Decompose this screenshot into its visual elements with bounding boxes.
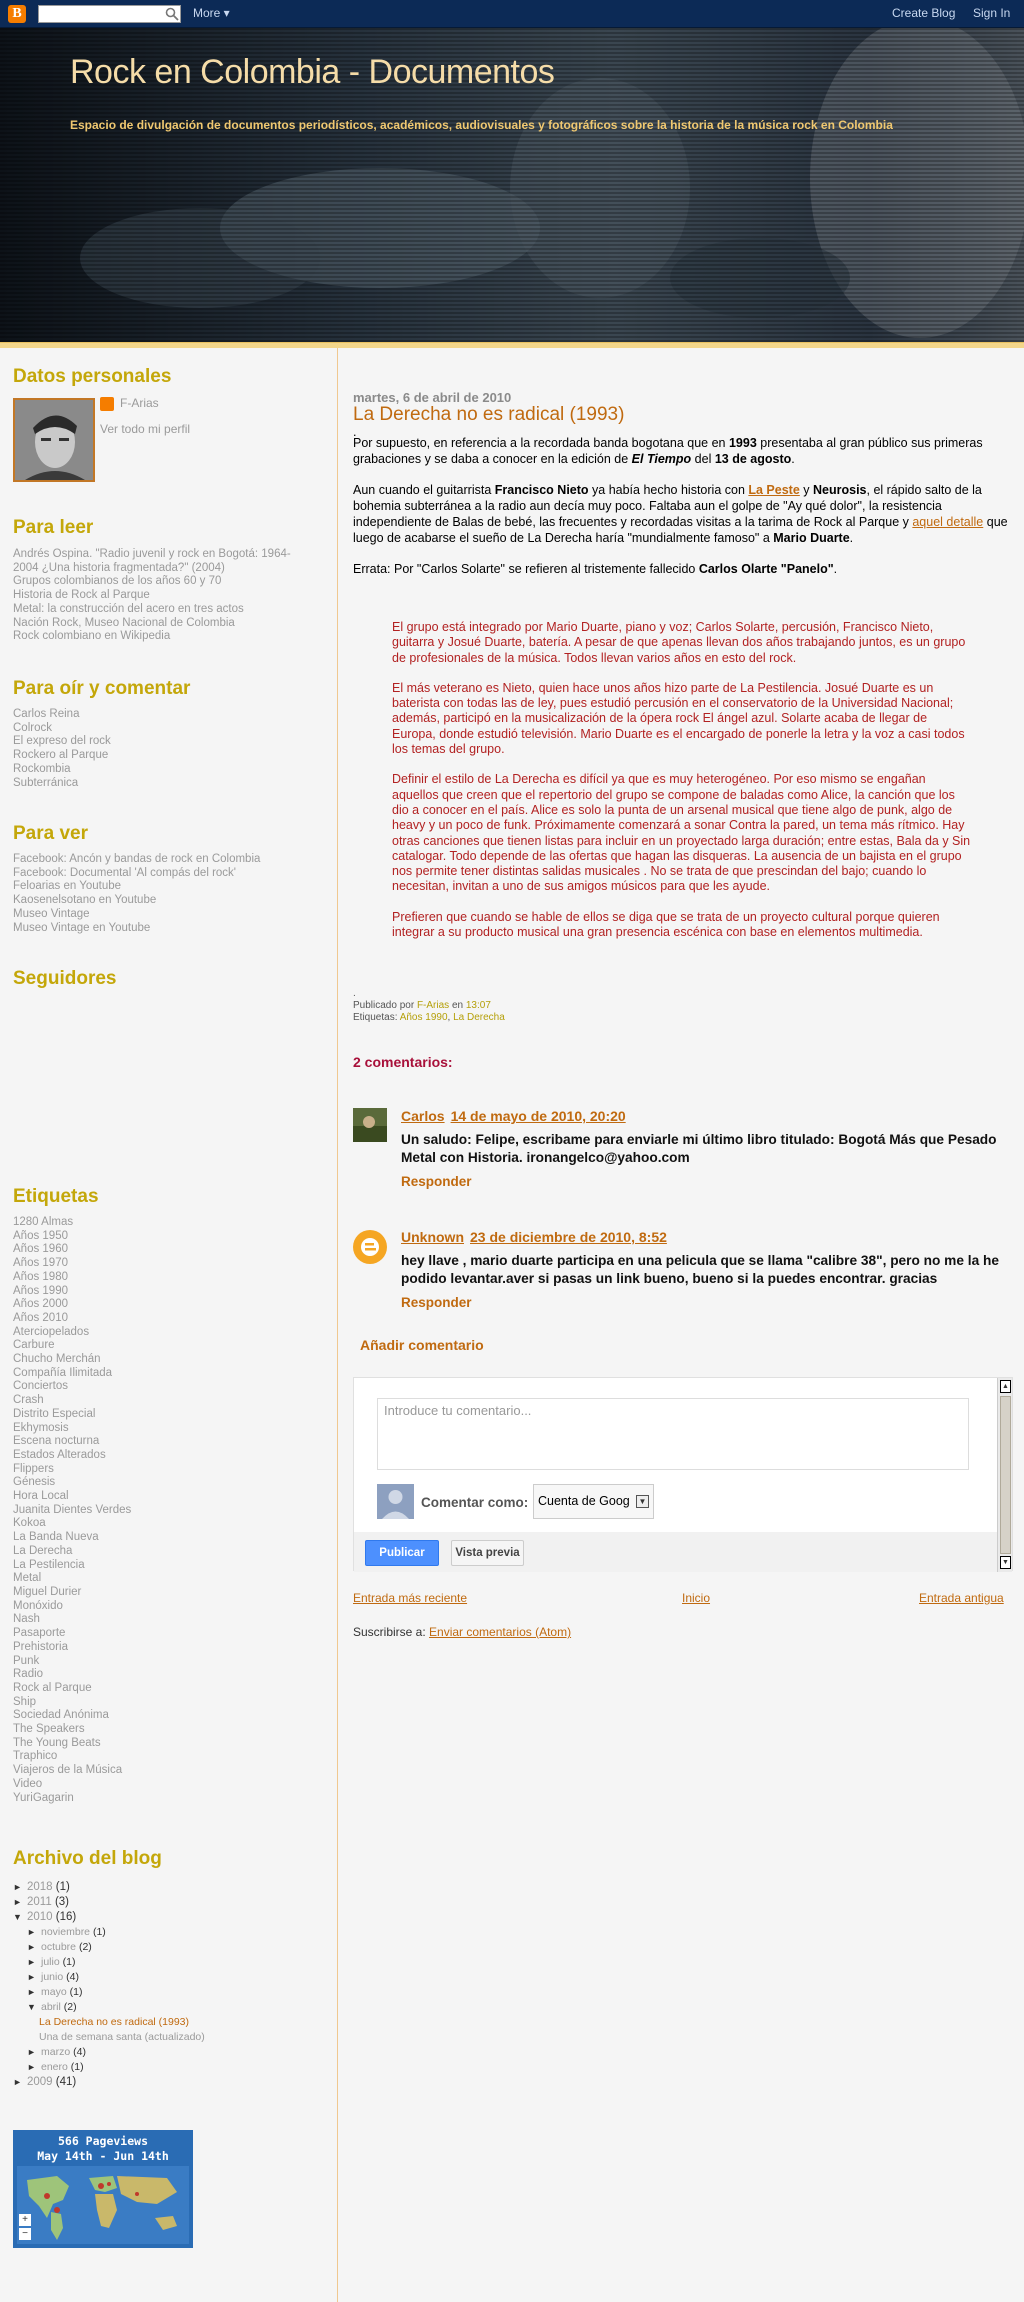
expand-arrow-icon[interactable]: ► xyxy=(13,2077,22,2087)
tag-item xyxy=(13,1517,131,1531)
tag-item xyxy=(13,1641,131,1655)
post-paragraph: Aun cuando el guitarrista Francisco Nieto ya había hecho historia con La Peste y Neurosis, el rápido salto de la bohemia subterránea a la radio aun decía muy poco. Faltaba aun el golpe de "Ay qué dolor", la resistencia independiente de Balas de bebé, las frecuentes y recordadas visitas a la tarima de Rock al Parque y aquel detalle que luego de acabarse el sueño de La Derecha haría "mundialmente famoso" a Mario Duarte. xyxy=(353,483,1008,545)
tag-link[interactable]: Prehistoria xyxy=(13,1640,68,1653)
comment-body: Un saludo: Felipe, escribame para enviarle mi último libro titulado: Bogotá Más que Pesado Metal con Historia. ironangelco@yahoo.com xyxy=(401,1132,997,1165)
tag-link[interactable]: Punk xyxy=(13,1654,40,1667)
tag-link[interactable]: Video xyxy=(13,1777,43,1790)
tag-link[interactable]: Metal xyxy=(13,1572,42,1585)
tag-item xyxy=(13,1394,131,1408)
tag-link[interactable]: Años 1980 xyxy=(13,1270,68,1283)
para-leer-list xyxy=(13,548,291,644)
profile-portrait-icon xyxy=(15,400,93,480)
tag-link[interactable]: Escena nocturna xyxy=(13,1435,100,1448)
tag-item xyxy=(13,1476,131,1490)
blogger-logo-icon[interactable]: B xyxy=(8,5,26,23)
etiquetas-list xyxy=(13,1216,131,1805)
etiquetas-heading: Etiquetas xyxy=(13,1186,99,1207)
scroll-up-icon[interactable]: ▲ xyxy=(1000,1380,1011,1393)
archive-month[interactable]: mayo xyxy=(41,1986,67,1998)
collapse-arrow-icon[interactable]: ▼ xyxy=(27,2002,36,2012)
tag-item xyxy=(13,1737,131,1751)
tag-link[interactable]: Años 1950 xyxy=(13,1229,68,1242)
link-item[interactable]: 2004 ¿Una historia fragmentada?" (2004) xyxy=(13,561,225,574)
link-item[interactable]: Colrock xyxy=(13,721,52,734)
archive-count: (2) xyxy=(78,1941,92,1953)
add-comment-link[interactable]: Añadir comentario xyxy=(360,1337,484,1353)
tag-link[interactable]: Miguel Durier xyxy=(13,1585,82,1598)
pageviews-widget[interactable] xyxy=(13,2130,193,2248)
more-menu-button[interactable]: More ▾ xyxy=(193,6,230,20)
tag-item xyxy=(13,1408,131,1422)
tag-link[interactable]: Distrito Especial xyxy=(13,1407,96,1420)
tag-link[interactable]: Hora Local xyxy=(13,1490,69,1503)
archive-count: (3) xyxy=(54,1896,69,1908)
atom-feed-link[interactable]: Enviar comentarios (Atom) xyxy=(429,1625,572,1639)
sign-in-link[interactable]: Sign In xyxy=(973,6,1011,20)
archivo-heading: Archivo del blog xyxy=(13,1848,162,1869)
archive-year[interactable]: 2009 xyxy=(27,2076,53,2088)
tag-item xyxy=(13,1559,131,1573)
footer-dot: . xyxy=(353,988,356,999)
blog-title[interactable]: Rock en Colombia - Documentos xyxy=(70,53,555,91)
label-link[interactable]: La Derecha xyxy=(453,1012,505,1023)
profile-name-link[interactable]: F-Arias xyxy=(120,396,159,410)
comment-form-scrollbar[interactable] xyxy=(997,1378,1012,1572)
link-item[interactable]: Feloarias en Youtube xyxy=(13,880,122,893)
newer-post-link[interactable]: Entrada más reciente xyxy=(353,1591,468,1605)
link-item[interactable]: Carlos Reina xyxy=(13,708,80,720)
archive-month[interactable]: junio xyxy=(41,1971,64,1983)
tag-item xyxy=(13,1435,131,1449)
tag-link[interactable]: La Pestilencia xyxy=(13,1558,85,1571)
archive-count: (41) xyxy=(55,2076,77,2088)
archive-month[interactable]: enero xyxy=(41,2061,68,2073)
tag-link[interactable]: 1280 Almas xyxy=(13,1216,74,1228)
post-paragraph: Por supuesto, en referencia a la recordada banda bogotana que en 1993 presentaba al gran público sus primeras grabaciones y se daba a conocer en la edición de El Tiempo del 13 de agosto. xyxy=(353,436,983,466)
blog-archive xyxy=(13,1880,313,2090)
tag-item xyxy=(13,1668,131,1682)
tag-link[interactable]: La Banda Nueva xyxy=(13,1531,99,1544)
link-item[interactable]: Nación Rock, Museo Nacional de Colombia xyxy=(13,616,235,629)
tag-link[interactable]: Ekhymosis xyxy=(13,1421,69,1434)
tag-link[interactable]: Años 1990 xyxy=(13,1284,68,1297)
older-post-link[interactable]: Entrada antigua xyxy=(919,1591,1004,1605)
subscribe-line: Suscribirse a: Enviar comentarios (Atom) xyxy=(353,1625,572,1639)
tag-item xyxy=(13,1449,131,1463)
publish-button[interactable]: Publicar xyxy=(365,1540,439,1566)
scroll-down-icon[interactable]: ▼ xyxy=(1000,1556,1011,1569)
tag-item xyxy=(13,1463,131,1477)
tag-item xyxy=(13,1586,131,1600)
tag-link[interactable]: Ship xyxy=(13,1695,37,1708)
archive-post[interactable]: Una de semana santa (actualizado) xyxy=(39,2031,205,2043)
tag-link[interactable]: La Derecha xyxy=(13,1544,73,1557)
tag-link[interactable]: YuriGagarin xyxy=(13,1791,74,1804)
para-oir-heading: Para oír y comentar xyxy=(13,678,191,699)
pageviews-title xyxy=(13,2134,193,2164)
sidebar xyxy=(0,348,338,2302)
reply-link[interactable]: Responder xyxy=(401,1174,472,1189)
expand-arrow-icon[interactable]: ► xyxy=(13,1882,22,1892)
archive-month[interactable]: noviembre xyxy=(41,1926,91,1938)
archive-year[interactable]: 2018 xyxy=(27,1881,53,1893)
archive-count: (4) xyxy=(73,2046,86,2058)
link-item[interactable]: Facebook: Ancón y bandas de rock en Colombia xyxy=(13,853,261,865)
expand-arrow-icon[interactable]: ► xyxy=(13,1897,22,1907)
tag-item xyxy=(13,1353,131,1367)
link-item[interactable]: Historia de Rock al Parque xyxy=(13,589,150,602)
archive-month[interactable]: abril xyxy=(41,2001,61,2013)
post-footer: . Publicado por F-Arias en 13:07 Etiquetas: Años 1990, La Derecha xyxy=(353,988,505,1023)
seguidores-heading: Seguidores xyxy=(13,968,117,989)
tag-item xyxy=(13,1339,131,1353)
link-item[interactable]: Museo Vintage en Youtube xyxy=(13,921,151,934)
comment-author-link[interactable]: Unknown xyxy=(401,1229,464,1245)
expand-arrow-icon[interactable]: ► xyxy=(27,2062,36,2072)
comment-body: hey llave , mario duarte participa en una pelicula que se llama "calibre 38", pero no me la he podido levantar.aver si pasas un link bueno, bueno si la puedes encontrar. gracias xyxy=(401,1253,999,1286)
search-input[interactable] xyxy=(38,5,181,23)
tag-item xyxy=(13,1696,131,1710)
post-time-link[interactable]: 13:07 xyxy=(465,1000,491,1011)
archive-count: (1) xyxy=(55,1881,70,1893)
expand-arrow-icon[interactable]: ► xyxy=(27,1927,36,1937)
post-date: martes, 6 de abril de 2010 xyxy=(353,390,512,405)
tag-item xyxy=(13,1380,131,1394)
tag-item xyxy=(13,1572,131,1586)
blog-header xyxy=(0,28,1024,342)
tag-item xyxy=(13,1545,131,1559)
preview-button[interactable]: Vista previa xyxy=(451,1540,524,1566)
tag-item xyxy=(13,1243,131,1257)
tag-link[interactable]: Años 2000 xyxy=(13,1298,68,1311)
link-item[interactable]: Subterránica xyxy=(13,776,79,789)
la-peste-link[interactable]: La Peste xyxy=(748,483,800,498)
tag-item xyxy=(13,1600,131,1614)
expand-arrow-icon[interactable]: ► xyxy=(27,1942,36,1952)
tag-link[interactable]: Pasaporte xyxy=(13,1627,66,1640)
quote-paragraph: Definir el estilo de La Derecha es difícil ya que es muy heterogéneo. Por eso mismo se engañan aquellos que creen que el repertorio del grupo se compone de baladas como Alice, la canción que los dio a conocer en el país. Alice es solo la punta de un arsenal musical que tiene algo de punk, algo de heavy y un poco de funk. Próximamente comenzará a sonar Contra la pared, un tema más rítmico. Hay otras canciones que tienen listas para incluir en un proyectado larga duración; entre estas, Bala da y Sin catalogar. Todo depende de las ofertas que hagan las disqueras. La ausencia de un bajista en el grupo nos permite tener distintas salidas musicales . No se trata de que prescindan del bajo; cuando lo necesitan, invitan a uno de sus amigos músicos para que les ayude. xyxy=(392,772,971,894)
commenter-avatar[interactable] xyxy=(353,1108,387,1142)
expand-arrow-icon[interactable]: ► xyxy=(27,2047,36,2057)
home-link[interactable]: Inicio xyxy=(682,1591,711,1605)
tag-item xyxy=(13,1490,131,1504)
comment-author-link[interactable]: Carlos xyxy=(401,1108,445,1124)
tag-link[interactable]: Estados Alterados xyxy=(13,1448,106,1461)
archive-count: (4) xyxy=(66,1971,79,1983)
post-quote xyxy=(392,620,974,955)
expand-arrow-icon[interactable]: ► xyxy=(27,1987,36,1997)
tag-link[interactable]: The Young Beats xyxy=(13,1736,101,1749)
blogger-profile-icon xyxy=(100,397,114,411)
archive-count: (1) xyxy=(62,1956,76,1968)
tag-link[interactable]: Conciertos xyxy=(13,1380,68,1393)
archive-year[interactable]: 2010 xyxy=(27,1911,53,1923)
tag-link[interactable]: Traphico xyxy=(13,1750,58,1763)
comment-textarea[interactable]: Introduce tu comentario... xyxy=(377,1398,969,1470)
chevron-down-icon[interactable]: ▼ xyxy=(636,1495,649,1508)
para-oir-list xyxy=(13,708,111,790)
tag-item xyxy=(13,1298,131,1312)
world-map-icon xyxy=(17,2166,189,2244)
tag-item xyxy=(13,1792,131,1806)
tag-link[interactable]: Génesis xyxy=(13,1476,56,1489)
tag-link[interactable]: Crash xyxy=(13,1394,44,1407)
profile-heading: Datos personales xyxy=(13,366,172,387)
comment-author xyxy=(401,1229,667,1245)
tag-link[interactable]: Radio xyxy=(13,1668,44,1681)
label-link[interactable]: Años 1990 xyxy=(399,1012,448,1023)
tag-link[interactable]: Carbure xyxy=(13,1339,55,1352)
tag-link[interactable]: Aterciopelados xyxy=(13,1325,90,1338)
collapse-arrow-icon[interactable]: ▼ xyxy=(13,1912,22,1922)
tag-item xyxy=(13,1682,131,1696)
link-item[interactable]: Kaosenelsotano en Youtube xyxy=(13,894,157,907)
tag-link[interactable]: Rock al Parque xyxy=(13,1681,92,1694)
pageviews-count: 566 Pageviews xyxy=(57,2134,148,2148)
account-select[interactable]: Cuenta de Goog xyxy=(533,1484,654,1519)
tag-link[interactable]: Monóxido xyxy=(13,1599,63,1612)
tag-link[interactable]: Flippers xyxy=(13,1462,54,1475)
link-item[interactable]: Rockero al Parque xyxy=(13,749,109,762)
comment-form xyxy=(353,1377,1013,1571)
tag-item xyxy=(13,1750,131,1764)
expand-arrow-icon[interactable]: ► xyxy=(27,1972,36,1982)
create-blog-link[interactable]: Create Blog xyxy=(892,6,956,20)
tag-item xyxy=(13,1326,131,1340)
para-ver-list xyxy=(13,853,260,935)
errata-paragraph: Errata: Por "Carlos Solarte" se refieren al tristemente fallecido Carlos Olarte "Panelo". xyxy=(353,562,838,577)
archive-count: (1) xyxy=(69,1986,83,1998)
archive-month[interactable]: octubre xyxy=(41,1941,77,1953)
tag-item xyxy=(13,1613,131,1627)
link-item[interactable]: Rockombia xyxy=(13,762,71,775)
link-item[interactable]: El expreso del rock xyxy=(13,735,111,748)
link-item[interactable]: Andrés Ospina. "Radio juvenil y rock en Bogotá: 1964- xyxy=(13,548,291,560)
tag-item xyxy=(13,1230,131,1244)
tag-item xyxy=(13,1367,131,1381)
quote-paragraph: El más veterano es Nieto, quien hace unos años hizo parte de La Pestilencia. Josué Duarte es un baterista con todas las de ley, pues estudió percusión en el conservatorio de la Universidad Nacional; además, participó en la musicalización de la ópera rock El ángel azul. Solarte acaba de llegar de Europa, donde estudió televisión. Mario Duarte es el encargado de ponerle la letra y la voz a casi todos los temas del grupo. xyxy=(392,680,965,757)
link-item[interactable]: Grupos colombianos de los años 60 y 70 xyxy=(13,575,222,588)
comments-heading: 2 comentarios: xyxy=(353,1054,453,1070)
scrollbar-thumb[interactable] xyxy=(1000,1396,1011,1554)
author-link[interactable]: F-Arias xyxy=(416,1000,450,1011)
tag-link[interactable]: Kokoa xyxy=(13,1517,46,1530)
profile-photo[interactable] xyxy=(13,398,95,482)
link-item[interactable]: Rock colombiano en Wikipedia xyxy=(13,630,171,643)
tag-item xyxy=(13,1422,131,1436)
archive-month[interactable]: marzo xyxy=(41,2046,71,2058)
tag-link[interactable]: Sociedad Anónima xyxy=(13,1709,109,1722)
tag-item xyxy=(13,1655,131,1669)
user-avatar-icon xyxy=(377,1484,414,1519)
tag-link[interactable]: Juanita Dientes Verdes xyxy=(13,1503,132,1516)
view-profile-link[interactable]: Ver todo mi perfil xyxy=(100,422,191,436)
tag-link[interactable]: The Speakers xyxy=(13,1723,85,1736)
link-item[interactable]: Metal: la construcción del acero en tres actos xyxy=(13,602,244,615)
tag-item xyxy=(13,1627,131,1641)
aquel-detalle-link[interactable]: aquel detalle xyxy=(912,514,984,529)
quote-paragraph: El grupo está integrado por Mario Duarte, piano y voz; Carlos Solarte, percusión, Francisco Nieto, guitarra y Josué Duarte, batería. A pesar de que apenas llevan dos años trabajando juntos, es un grupo de profesionales de la música. Todos llevan varios años en esto del rock. xyxy=(392,620,966,665)
tag-link[interactable]: Viajeros de la Música xyxy=(13,1764,123,1777)
para-leer-heading: Para leer xyxy=(13,517,94,538)
archive-month[interactable]: julio xyxy=(41,1956,60,1968)
archive-count: (16) xyxy=(55,1911,77,1923)
map-zoom-out-button[interactable]: − xyxy=(19,2228,31,2240)
archive-count: (1) xyxy=(92,1926,106,1938)
blogger-avatar-icon[interactable] xyxy=(353,1230,387,1264)
tag-item xyxy=(13,1312,131,1326)
blog-description: Espacio de divulgación de documentos periodísticos, académicos, audiovisuales y fotográficos sobre la historia de la música rock en Colombia xyxy=(70,118,893,132)
quote-paragraph: Prefieren que cuando se hable de ellos se diga que se trata de un proyecto cultural porque quieren integrar a su producto musical una gran presencia escénica con base en elementos multimedia. xyxy=(392,909,940,940)
pageviews-range: May 14th - Jun 14th xyxy=(37,2149,169,2163)
archive-count: (2) xyxy=(63,2001,77,2013)
tag-link[interactable]: Años 1970 xyxy=(13,1257,68,1270)
para-ver-heading: Para ver xyxy=(13,823,89,844)
tag-link[interactable]: Compañía Ilimitada xyxy=(13,1366,113,1379)
post-body xyxy=(353,425,1013,594)
comment-date-link[interactable]: 14 de mayo de 2010, 20:20 xyxy=(450,1108,626,1124)
search-icon[interactable] xyxy=(164,6,180,22)
link-item[interactable]: Facebook: Documental 'Al compás del rock' xyxy=(13,866,236,879)
tag-link[interactable]: Chucho Merchán xyxy=(13,1353,101,1366)
archive-count: (1) xyxy=(70,2061,84,2073)
tag-item xyxy=(13,1257,131,1271)
tag-link[interactable]: Años 1960 xyxy=(13,1243,68,1256)
map-zoom-in-button[interactable]: + xyxy=(19,2214,31,2226)
tag-item xyxy=(13,1764,131,1778)
reply-link[interactable]: Responder xyxy=(401,1295,472,1310)
post-dot: . xyxy=(353,425,357,439)
tag-item xyxy=(13,1531,131,1545)
tag-item xyxy=(13,1271,131,1285)
tag-item xyxy=(13,1504,131,1518)
comment-date-link[interactable]: 23 de diciembre de 2010, 8:52 xyxy=(470,1229,667,1245)
tag-item xyxy=(13,1216,131,1230)
tag-item xyxy=(13,1285,131,1299)
post-title[interactable]: La Derecha no es radical (1993) xyxy=(353,404,625,425)
tag-link[interactable]: Nash xyxy=(13,1613,40,1626)
expand-arrow-icon[interactable]: ► xyxy=(27,1957,36,1967)
tag-item xyxy=(13,1778,131,1792)
archive-post-current[interactable]: La Derecha no es radical (1993) xyxy=(39,2016,190,2028)
blogger-navbar xyxy=(0,0,1024,28)
archive-year[interactable]: 2011 xyxy=(27,1896,52,1908)
tag-item xyxy=(13,1723,131,1737)
tag-link[interactable]: Años 2010 xyxy=(13,1311,68,1324)
tag-item xyxy=(13,1709,131,1723)
link-item[interactable]: Museo Vintage xyxy=(13,907,90,920)
comment-author xyxy=(401,1108,626,1124)
comment-as-label: Comentar como: xyxy=(421,1495,529,1510)
